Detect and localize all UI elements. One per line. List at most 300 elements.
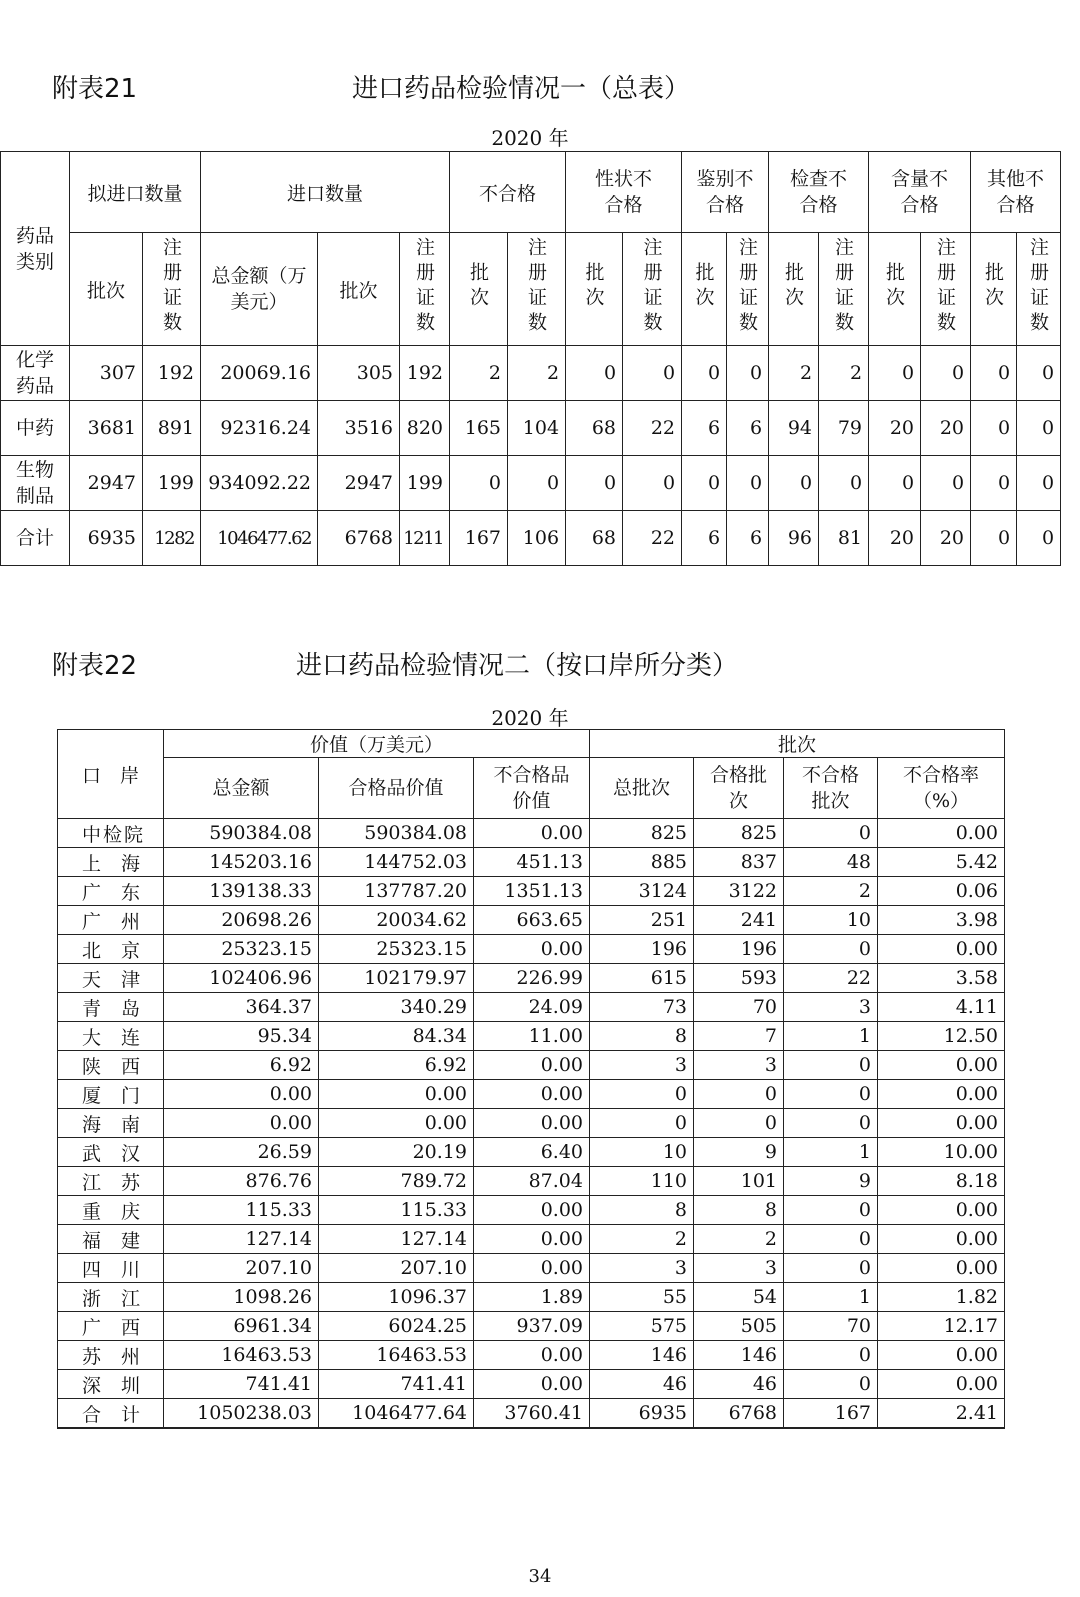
table-cell: 615 [590,964,694,993]
table-cell: 0 [971,346,1017,401]
table-cell: 207.10 [164,1254,319,1283]
table-cell: 6768 [318,511,400,566]
table-cell: 127.14 [319,1225,474,1254]
table-cell: 6 [727,401,769,456]
table-cell: 101 [694,1167,784,1196]
group-header: 检查不合格 [769,152,869,233]
table-cell: 7 [694,1022,784,1051]
table-cell: 789.72 [319,1167,474,1196]
group-header: 鉴别不合格 [682,152,769,233]
table-cell: 1096.37 [319,1283,474,1312]
table-cell: 102406.96 [164,964,319,993]
table21-title: 进口药品检验情况一（总表） [352,74,691,104]
table-row [58,1138,1005,1167]
table-cell: 6961.34 [164,1312,319,1341]
table-cell: 12.17 [878,1312,1005,1341]
table-cell: 0.00 [474,1080,590,1109]
table-cell: 84.34 [319,1022,474,1051]
table-cell: 6.92 [164,1051,319,1080]
table-cell: 6024.25 [319,1312,474,1341]
subheader-cert: 注册证数 [143,233,201,346]
port-name: 福建 [58,1225,164,1254]
table-row [1,511,1061,566]
table-cell: 54 [694,1283,784,1312]
table-cell: 6935 [590,1399,694,1429]
table-cell: 192 [400,346,450,401]
table-cell: 5.42 [878,848,1005,877]
port-name: 中检院 [58,819,164,848]
table-cell: 340.29 [319,993,474,1022]
table-cell: 1098.26 [164,1283,319,1312]
table-cell: 0 [450,456,508,511]
table-cell: 167 [784,1399,878,1429]
row-label: 中药 [1,401,70,456]
port-name: 上海 [58,848,164,877]
table-cell: 0 [1017,456,1061,511]
table21-label: 附表21 [52,74,138,104]
table-cell: 0.00 [164,1080,319,1109]
group-header: 性状不合格 [566,152,682,233]
table-cell: 165 [450,401,508,456]
table-cell: 1 [784,1138,878,1167]
table-cell: 207.10 [319,1254,474,1283]
table-cell: 8.18 [878,1167,1005,1196]
table-cell: 0 [784,1109,878,1138]
table-cell: 16463.53 [319,1341,474,1370]
table-cell: 1050238.03 [164,1399,319,1429]
table-cell: 70 [694,993,784,1022]
table-cell: 3 [694,1051,784,1080]
table-cell: 307 [70,346,143,401]
table-cell: 0 [971,511,1017,566]
table-cell: 8 [694,1196,784,1225]
table-cell: 3.98 [878,906,1005,935]
table-cell: 48 [784,848,878,877]
subheader-cert: 注册证数 [508,233,566,346]
table-cell: 0.00 [878,1254,1005,1283]
subheader-batch: 批次 [566,233,623,346]
table-cell: 825 [590,819,694,848]
table-cell: 70 [784,1312,878,1341]
table-row [58,1254,1005,1283]
subheader-amount: 总金额（万美元） [201,233,318,346]
table-cell: 2 [590,1225,694,1254]
table-cell: 0.00 [878,1225,1005,1254]
table-cell: 127.14 [164,1225,319,1254]
table-cell: 741.41 [164,1370,319,1399]
table-cell: 196 [590,935,694,964]
port-name: 重庆 [58,1196,164,1225]
table-cell: 68 [566,401,623,456]
table-cell: 0 [508,456,566,511]
port-name: 深圳 [58,1370,164,1399]
table-cell: 0.00 [474,1196,590,1225]
table-cell: 0 [623,346,682,401]
table-cell: 3760.41 [474,1399,590,1429]
table-cell: 6 [727,511,769,566]
table22-label: 附表22 [52,651,138,681]
port-name: 天津 [58,964,164,993]
table22-title: 进口药品检验情况二（按口岸所分类） [296,651,739,681]
table-cell: 0.00 [474,1341,590,1370]
table-cell: 1282 [143,511,201,566]
table-cell: 22 [623,511,682,566]
table-cell: 104 [508,401,566,456]
table-cell: 364.37 [164,993,319,1022]
column-header: 合格品价值 [319,758,474,819]
table-cell: 0 [819,456,869,511]
table-cell: 146 [694,1341,784,1370]
table-cell: 0 [727,346,769,401]
table-row [58,1051,1005,1080]
table-cell: 20 [921,401,971,456]
table-cell: 575 [590,1312,694,1341]
table-cell: 1046477.62 [201,511,318,566]
table-cell: 1046477.64 [319,1399,474,1429]
table-cell: 0.00 [878,1051,1005,1080]
table-cell: 2947 [70,456,143,511]
table-cell: 2 [819,346,869,401]
table-cell: 55 [590,1283,694,1312]
port-name: 海南 [58,1109,164,1138]
table-cell: 590384.08 [164,819,319,848]
table-cell: 0 [694,1109,784,1138]
port-name: 江苏 [58,1167,164,1196]
table-cell: 87.04 [474,1167,590,1196]
table-row [58,993,1005,1022]
table-cell: 251 [590,906,694,935]
table-cell: 1.89 [474,1283,590,1312]
port-name: 浙江 [58,1283,164,1312]
table-cell: 68 [566,511,623,566]
table-cell: 12.50 [878,1022,1005,1051]
table-cell: 46 [590,1370,694,1399]
table-cell: 20069.16 [201,346,318,401]
table-cell: 0 [682,346,727,401]
table-cell: 451.13 [474,848,590,877]
table-cell: 25323.15 [319,935,474,964]
table22 [57,729,1005,1429]
table-cell: 0 [784,819,878,848]
table-row [58,1080,1005,1109]
table-cell: 0.00 [164,1109,319,1138]
table-cell: 94 [769,401,819,456]
group-header: 进口数量 [201,152,450,233]
table-cell: 0.00 [474,1109,590,1138]
table-cell: 0.00 [878,819,1005,848]
table-cell: 0.00 [878,1109,1005,1138]
table-cell: 3 [694,1254,784,1283]
subheader-cert: 注册证数 [921,233,971,346]
table-cell: 3 [590,1254,694,1283]
table-cell: 8 [590,1022,694,1051]
table-cell: 92316.24 [201,401,318,456]
port-name: 广州 [58,906,164,935]
table-cell: 0 [921,456,971,511]
table-cell: 0 [623,456,682,511]
table-cell: 20 [869,401,921,456]
table-cell: 0.00 [474,1370,590,1399]
table-cell: 0 [590,1080,694,1109]
table-cell: 6 [682,401,727,456]
table-cell: 0.00 [319,1109,474,1138]
table-cell: 20.19 [319,1138,474,1167]
table-cell: 0.00 [474,1051,590,1080]
table-cell: 1 [784,1022,878,1051]
table-cell: 2 [784,877,878,906]
table-cell: 102179.97 [319,964,474,993]
table-cell: 741.41 [319,1370,474,1399]
group-header: 其他不合格 [971,152,1061,233]
table-cell: 0.00 [878,1080,1005,1109]
table-cell: 837 [694,848,784,877]
table-cell: 0.00 [474,1225,590,1254]
group-header: 拟进口数量 [70,152,201,233]
table-row [58,1109,1005,1138]
table-cell: 115.33 [319,1196,474,1225]
table-cell: 825 [694,819,784,848]
table-cell: 6768 [694,1399,784,1429]
table-cell: 9 [784,1167,878,1196]
table-cell: 0.00 [474,819,590,848]
table-row [1,401,1061,456]
table-cell: 0 [590,1109,694,1138]
table-cell: 146 [590,1341,694,1370]
table-row [58,1370,1005,1399]
table-cell: 2 [769,346,819,401]
port-name: 陕西 [58,1051,164,1080]
table-cell: 305 [318,346,400,401]
row-label: 化学药品 [1,346,70,401]
column-header: 合格批次 [694,758,784,819]
table-cell: 3124 [590,877,694,906]
table22-year: 2020 年 [491,706,569,730]
table-cell: 22 [784,964,878,993]
table-cell: 3 [784,993,878,1022]
table-cell: 593 [694,964,784,993]
table-cell: 3516 [318,401,400,456]
table-cell: 81 [819,511,869,566]
table-cell: 11.00 [474,1022,590,1051]
table-cell: 192 [143,346,201,401]
table-cell: 0 [869,456,921,511]
table-cell: 0.06 [878,877,1005,906]
table-cell: 8 [590,1196,694,1225]
table-row [58,1283,1005,1312]
table-cell: 1351.13 [474,877,590,906]
subheader-cert: 注册证数 [623,233,682,346]
table-cell: 20698.26 [164,906,319,935]
row-label: 生物制品 [1,456,70,511]
table-cell: 0 [784,1254,878,1283]
table-cell: 9 [694,1138,784,1167]
table-cell: 20 [869,511,921,566]
table-cell: 663.65 [474,906,590,935]
table-cell: 0.00 [474,935,590,964]
table-cell: 145203.16 [164,848,319,877]
table-cell: 6 [682,511,727,566]
table-cell: 3 [590,1051,694,1080]
table-cell: 0 [921,346,971,401]
row-header-drug-category: 药品类别 [1,152,70,346]
subheader-batch: 批次 [971,233,1017,346]
table-cell: 20 [921,511,971,566]
table-cell: 3681 [70,401,143,456]
table-cell: 876.76 [164,1167,319,1196]
table-cell: 226.99 [474,964,590,993]
column-header: 不合格批次 [784,758,878,819]
table-cell: 115.33 [164,1196,319,1225]
table-row [1,346,1061,401]
column-header: 总批次 [590,758,694,819]
port-name: 厦门 [58,1080,164,1109]
table-row [1,456,1061,511]
table-cell: 10 [784,906,878,935]
batch-group-header: 批次 [590,730,1005,758]
table-cell: 0 [971,456,1017,511]
table-row [58,848,1005,877]
subheader-cert: 注册证数 [1017,233,1061,346]
table-cell: 106 [508,511,566,566]
table-row [58,1022,1005,1051]
table-cell: 0 [784,1225,878,1254]
table-cell: 0 [769,456,819,511]
table-cell: 0 [784,1051,878,1080]
table21 [0,151,1061,566]
subheader-batch: 批次 [318,233,400,346]
subheader-batch: 批次 [450,233,508,346]
table-cell: 20034.62 [319,906,474,935]
table-cell: 820 [400,401,450,456]
table-cell: 1 [784,1283,878,1312]
table-cell: 2 [694,1225,784,1254]
table-cell: 0.00 [878,1370,1005,1399]
table-row [58,1167,1005,1196]
table-cell: 95.34 [164,1022,319,1051]
table-cell: 199 [143,456,201,511]
table-row [58,819,1005,848]
subheader-batch: 批次 [682,233,727,346]
table-row [58,1196,1005,1225]
table-cell: 0 [784,1370,878,1399]
table-cell: 505 [694,1312,784,1341]
table-cell: 0 [784,1196,878,1225]
table-cell: 22 [623,401,682,456]
table-row [58,964,1005,993]
table-cell: 196 [694,935,784,964]
table-cell: 0 [727,456,769,511]
table-cell: 73 [590,993,694,1022]
table-cell: 26.59 [164,1138,319,1167]
table-cell: 167 [450,511,508,566]
table-cell: 96 [769,511,819,566]
table-cell: 10 [590,1138,694,1167]
table-cell: 885 [590,848,694,877]
table-cell: 0 [784,1080,878,1109]
table-cell: 891 [143,401,201,456]
subheader-batch: 批次 [869,233,921,346]
value-group-header: 价值（万美元） [164,730,590,758]
port-header: 口 岸 [58,730,164,819]
table-row [58,1225,1005,1254]
table-cell: 110 [590,1167,694,1196]
table-row [58,935,1005,964]
table-cell: 4.11 [878,993,1005,1022]
port-name: 苏州 [58,1341,164,1370]
table-cell: 137787.20 [319,877,474,906]
table-cell: 25323.15 [164,935,319,964]
table21-year: 2020 年 [491,126,569,150]
port-name: 广东 [58,877,164,906]
subheader-batch: 批次 [769,233,819,346]
table-cell: 0 [566,456,623,511]
table-cell: 0.00 [878,935,1005,964]
port-name: 合计 [58,1399,164,1429]
table-cell: 0.00 [474,1254,590,1283]
table-cell: 0 [1017,511,1061,566]
port-name: 大连 [58,1022,164,1051]
table-cell: 1.82 [878,1283,1005,1312]
row-label: 合计 [1,511,70,566]
table-cell: 199 [400,456,450,511]
table-cell: 144752.03 [319,848,474,877]
column-header: 不合格率（%） [878,758,1005,819]
table-cell: 0.00 [878,1196,1005,1225]
table-cell: 6935 [70,511,143,566]
table-cell: 79 [819,401,869,456]
subheader-cert: 注册证数 [819,233,869,346]
table-cell: 1211 [400,511,450,566]
table-row [58,1341,1005,1370]
subheader-cert: 注册证数 [400,233,450,346]
table-cell: 0 [869,346,921,401]
table-cell: 0 [694,1080,784,1109]
table-cell: 6.92 [319,1051,474,1080]
table-cell: 0 [971,401,1017,456]
table-cell: 16463.53 [164,1341,319,1370]
port-name: 四川 [58,1254,164,1283]
table-cell: 0 [784,935,878,964]
table-cell: 3122 [694,877,784,906]
column-header: 总金额 [164,758,319,819]
page-number: 34 [528,1566,552,1587]
table-cell: 937.09 [474,1312,590,1341]
subheader-batch: 批次 [70,233,143,346]
table-row [58,906,1005,935]
group-header: 含量不合格 [869,152,971,233]
table-cell: 2 [508,346,566,401]
subheader-cert: 注册证数 [727,233,769,346]
table-cell: 241 [694,906,784,935]
table-cell: 0.00 [319,1080,474,1109]
table-cell: 46 [694,1370,784,1399]
table-cell: 2 [450,346,508,401]
column-header: 不合格品价值 [474,758,590,819]
table-cell: 139138.33 [164,877,319,906]
table-cell: 2947 [318,456,400,511]
port-name: 北京 [58,935,164,964]
port-name: 广西 [58,1312,164,1341]
table-cell: 24.09 [474,993,590,1022]
table-cell: 0 [566,346,623,401]
table-cell: 0 [1017,346,1061,401]
table-cell: 0 [1017,401,1061,456]
table-cell: 0 [682,456,727,511]
table-cell: 10.00 [878,1138,1005,1167]
table-row [58,1312,1005,1341]
port-name: 武汉 [58,1138,164,1167]
port-name: 青岛 [58,993,164,1022]
